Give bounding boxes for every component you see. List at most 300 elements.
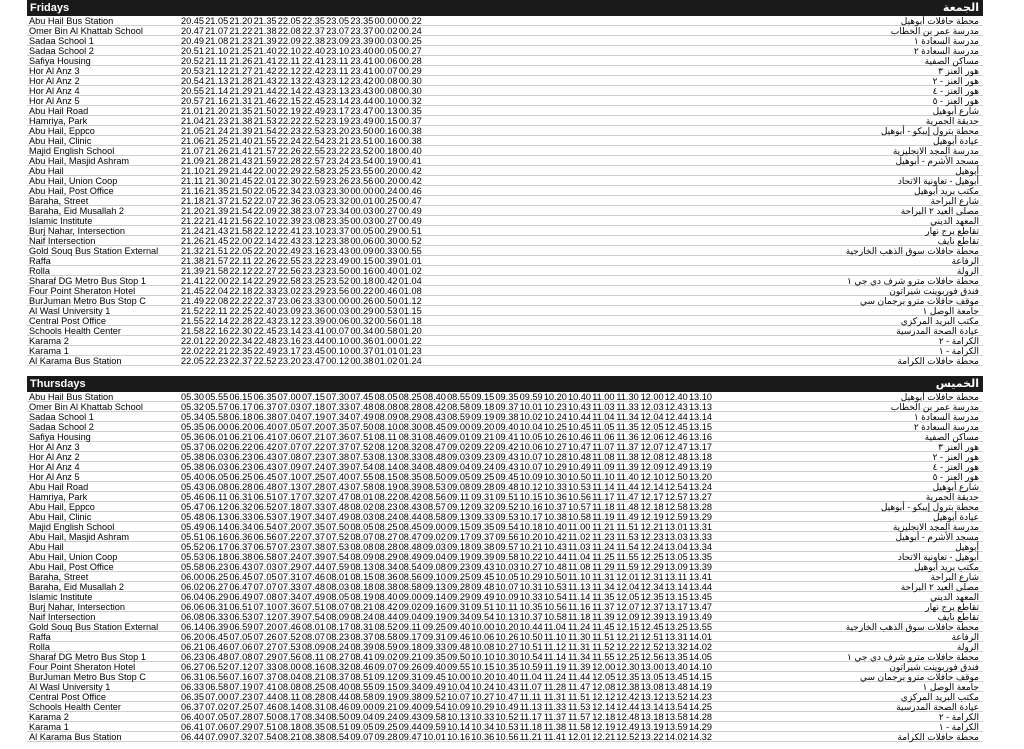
stop-name-arabic: جامعة الوصل ١ (922, 682, 979, 692)
departure-time: 11.51 (592, 632, 615, 642)
departure-times (181, 226, 423, 236)
departure-time: 09.04 (422, 552, 446, 562)
stop-name: Sadaa School 1 (29, 412, 94, 422)
departure-times (181, 276, 423, 286)
departure-time: 22.30 (277, 176, 301, 186)
departure-time: 07.16 (229, 672, 253, 682)
departure-time: 23.12 (301, 236, 325, 246)
departure-time: 22.00 (253, 166, 277, 176)
departure-time: 13.45 (688, 592, 712, 602)
departure-time: 22.43 (301, 86, 325, 96)
departure-time: 00.15 (350, 256, 374, 266)
departure-time: 12.21 (592, 732, 616, 742)
departure-time: 12.52 (616, 732, 640, 742)
departure-time: 06.27 (181, 662, 204, 672)
stop-name-arabic: هور العنز - ٢ (932, 76, 979, 86)
departure-time: 00.53 (374, 306, 398, 316)
departure-time: 09.49 (471, 592, 495, 602)
departure-time: 08.40 (374, 592, 398, 602)
departure-time: 22.22 (229, 296, 253, 306)
departure-time: 21.08 (205, 36, 229, 46)
departure-time: 13.33 (688, 532, 712, 542)
departure-time: 23.10 (301, 226, 325, 236)
departure-time: 11.24 (568, 622, 591, 632)
departure-time: 00.52 (398, 236, 422, 246)
departure-time: 00.01 (350, 196, 374, 206)
departure-time: 21.07 (205, 26, 229, 36)
departure-time: 09.03 (422, 542, 446, 552)
departure-time: 11.10 (568, 572, 591, 582)
departure-time: 01.04 (398, 276, 422, 286)
departure-time: 06.11 (205, 492, 228, 502)
departure-time: 22.22 (277, 116, 301, 126)
departure-time: 10.06 (519, 442, 543, 452)
departure-times (181, 316, 423, 326)
departure-time: 08.31 (398, 432, 422, 442)
departure-time: 08.29 (398, 412, 422, 422)
departure-time: 07.46 (253, 702, 277, 712)
departure-time: 22.27 (253, 266, 277, 276)
departure-time: 08.53 (422, 482, 446, 492)
stop-name: Abu Hail, Clinic (29, 136, 92, 146)
departure-time: 09.02 (398, 602, 422, 612)
stop-name-arabic: فندق فوربوينت شيراتون (889, 286, 979, 296)
departure-time: 23.26 (326, 176, 350, 186)
departure-time: 00.20 (374, 166, 398, 176)
departure-time: 23.22 (301, 256, 325, 266)
table-row (27, 582, 983, 592)
stop-name: Hamriya, Park (29, 492, 88, 502)
departure-time: 11.13 (568, 582, 591, 592)
departure-time: 11.52 (592, 642, 615, 652)
departure-time: 14.10 (688, 662, 712, 672)
table-row (27, 56, 983, 66)
departure-time: 11.14 (592, 482, 615, 492)
departure-time: 13.20 (688, 472, 712, 482)
departure-times (181, 562, 713, 572)
table-row (27, 662, 983, 672)
departure-time: 07.26 (253, 632, 277, 642)
departure-time: 07.07 (253, 582, 277, 592)
departure-time: 07.08 (229, 652, 253, 662)
departure-time: 09.05 (447, 472, 471, 482)
stop-name: Safiya Housing (29, 432, 91, 442)
departure-time: 06.42 (253, 442, 277, 452)
departure-time: 06.56 (205, 672, 229, 682)
departure-time: 08.32 (398, 442, 422, 452)
departure-time: 08.01 (301, 622, 325, 632)
stop-name-arabic: تقاطع برج نهار (925, 602, 979, 612)
departure-time: 11.21 (519, 732, 542, 742)
departure-time: 23.38 (326, 236, 350, 246)
departure-time: 21.10 (181, 166, 204, 176)
table-row (27, 116, 983, 126)
departure-time: 10.08 (471, 642, 495, 652)
departure-time: 09.05 (350, 722, 374, 732)
departure-time: 11.45 (592, 622, 615, 632)
departure-times (181, 306, 423, 316)
departure-time: 07.29 (277, 562, 301, 572)
departure-time: 07.54 (326, 552, 350, 562)
departure-time: 09.59 (422, 722, 446, 732)
departure-time: 10.22 (519, 552, 543, 562)
departure-time: 08.45 (422, 422, 446, 432)
departure-time: 11.00 (568, 522, 591, 532)
departure-time: 08.57 (422, 502, 446, 512)
departure-time: 21.59 (253, 156, 277, 166)
departure-time: 23.33 (301, 296, 325, 306)
departure-times (181, 326, 423, 336)
departure-times (181, 642, 713, 652)
departure-time: 21.18 (181, 196, 204, 206)
departure-time: 00.12 (326, 356, 350, 366)
departure-time: 06.00 (205, 422, 229, 432)
stop-name: Abu Hail, Masjid Ashram (29, 532, 130, 542)
departure-time: 10.26 (495, 632, 519, 642)
departure-time: 23.54 (350, 156, 374, 166)
departure-time: 13.19 (688, 462, 712, 472)
departure-time: 13.15 (688, 422, 712, 432)
departure-times (181, 256, 423, 266)
departure-time: 10.47 (495, 692, 519, 702)
departure-time: 11.04 (568, 552, 591, 562)
departure-times (181, 126, 423, 136)
departure-time: 06.27 (205, 582, 229, 592)
departure-time: 07.30 (326, 392, 350, 402)
departure-time: 21.20 (229, 16, 253, 26)
departure-time: 22.57 (301, 156, 325, 166)
departure-time: 06.33 (205, 612, 229, 622)
departure-time: 00.56 (374, 316, 398, 326)
table-row (27, 652, 983, 662)
departure-time: 21.38 (229, 116, 253, 126)
departure-time: 23.49 (350, 116, 374, 126)
departure-time: 13.19 (664, 612, 688, 622)
departure-time: 11.24 (543, 672, 567, 682)
departure-time: 08.04 (277, 672, 301, 682)
table-row (27, 622, 983, 632)
stop-name: Four Point Sheraton Hotel (29, 286, 136, 296)
departure-time: 08.41 (350, 652, 374, 662)
stop-name: Abu Hail Bus Station (29, 16, 114, 26)
departure-time: 07.48 (301, 582, 325, 592)
departure-time: 23.47 (301, 356, 325, 366)
departure-time: 11.57 (568, 712, 591, 722)
stop-name-arabic: مكتب بريد أبوهيل (914, 562, 979, 572)
departure-time: 06.49 (229, 592, 253, 602)
stop-name: Gold Souq Bus Station External (29, 622, 159, 632)
stop-name-arabic: مدرسة السعادة ١ (913, 36, 979, 46)
stop-name: Al Karama Bus Station (29, 356, 122, 366)
departure-time: 22.08 (205, 296, 229, 306)
table-row (27, 462, 983, 472)
departure-time: 00.25 (374, 196, 398, 206)
departure-time: 23.32 (326, 196, 350, 206)
departure-time: 12.24 (640, 542, 664, 552)
departure-time: 07.08 (277, 452, 301, 462)
departure-time: 09.02 (422, 532, 446, 542)
departure-time: 21.54 (253, 126, 277, 136)
departure-time: 21.39 (229, 126, 253, 136)
departure-times (181, 582, 713, 592)
departure-time: 10.36 (543, 492, 567, 502)
departure-time: 10.26 (543, 432, 567, 442)
departure-time: 13.27 (688, 492, 712, 502)
departure-time: 11.34 (592, 582, 615, 592)
departure-time: 20.55 (181, 86, 204, 96)
departure-time: 13.31 (664, 632, 688, 642)
departure-time: 12.10 (640, 472, 664, 482)
departure-time: 00.29 (350, 306, 374, 316)
departure-time: 09.07 (350, 732, 374, 742)
departure-time: 08.07 (301, 632, 325, 642)
departure-time: 06.41 (253, 432, 277, 442)
stop-name-arabic: مصلى العيد ٢ البراحة (900, 206, 979, 216)
departure-time: 13.25 (664, 622, 688, 632)
departure-time: 23.11 (326, 56, 349, 66)
stop-name: Hor Al Anz 3 (29, 66, 80, 76)
departure-times (181, 692, 713, 702)
departure-time: 21.50 (253, 106, 277, 116)
departure-time: 07.06 (229, 642, 253, 652)
departure-time: 09.35 (422, 652, 446, 662)
departure-time: 08.51 (350, 672, 374, 682)
departure-time: 11.11 (519, 692, 542, 702)
departure-time: 10.21 (519, 542, 543, 552)
departure-time: 07.38 (326, 452, 350, 462)
departure-time: 05.34 (181, 412, 204, 422)
departure-time: 09.25 (471, 472, 495, 482)
departure-time: 00.40 (374, 266, 398, 276)
stop-name-arabic: مسجد الأشرم - أبوهيل (895, 156, 979, 166)
departure-time: 08.17 (277, 712, 301, 722)
departure-time: 11.07 (519, 682, 542, 692)
departure-times (181, 432, 713, 442)
departure-time: 10.49 (495, 702, 519, 712)
departure-time: 12.30 (616, 662, 640, 672)
departure-time: 09.41 (495, 432, 519, 442)
departure-time: 06.31 (205, 602, 229, 612)
departure-time: 08.10 (374, 422, 398, 432)
departure-time: 12.57 (664, 492, 688, 502)
departure-time: 11.14 (568, 592, 591, 602)
departure-time: 22.10 (253, 216, 277, 226)
departure-times (181, 106, 423, 116)
departure-time: 23.07 (326, 26, 350, 36)
departure-time: 21.55 (253, 136, 277, 146)
departure-time: 09.35 (495, 392, 519, 402)
departure-time: 12.37 (640, 602, 664, 612)
departure-time: 09.18 (447, 542, 471, 552)
departure-time: 06.20 (181, 632, 204, 642)
departure-time: 23.51 (350, 136, 374, 146)
table-row (27, 136, 983, 146)
departure-time: 00.05 (374, 46, 398, 56)
table-row (27, 26, 983, 36)
departure-time: 06.02 (181, 582, 204, 592)
departure-time: 07.19 (277, 512, 301, 522)
departure-time: 12.21 (616, 632, 640, 642)
departure-time: 22.54 (301, 136, 325, 146)
departure-time: 00.27 (398, 46, 422, 56)
departure-time: 23.39 (350, 36, 374, 46)
departure-time: 07.51 (253, 722, 277, 732)
departure-time: 00.32 (398, 96, 422, 106)
departure-time: 08.44 (398, 512, 422, 522)
departure-time: 08.03 (350, 512, 374, 522)
departure-time: 08.55 (447, 392, 471, 402)
departure-time: 09.32 (471, 502, 495, 512)
departure-time: 08.14 (277, 702, 301, 712)
stop-name: Baraha, Eid Musallah 2 (29, 582, 124, 592)
departure-time: 13.18 (640, 712, 664, 722)
departure-time: 07.13 (277, 482, 301, 492)
departure-time: 13.10 (688, 392, 712, 402)
table-row (27, 732, 983, 742)
stop-name: Baraha, Street (29, 572, 89, 582)
departure-time: 10.04 (447, 682, 471, 692)
departure-time: 11.58 (568, 722, 591, 732)
departure-time: 10.18 (519, 522, 543, 532)
departure-time: 09.39 (471, 552, 495, 562)
departure-time: 00.37 (350, 346, 374, 356)
departure-time: 21.30 (205, 176, 229, 186)
departure-time: 10.53 (568, 482, 591, 492)
departure-time: 22.15 (277, 96, 301, 106)
departure-time: 06.13 (205, 512, 229, 522)
stop-name-arabic: شارع أبوهيل (932, 106, 979, 116)
departure-times (181, 662, 713, 672)
departure-time: 07.38 (301, 542, 325, 552)
departure-time: 00.55 (398, 246, 422, 256)
departure-time: 06.48 (253, 482, 277, 492)
departure-time: 22.41 (301, 56, 325, 66)
departure-time: 12.12 (592, 692, 616, 702)
departure-time: 00.03 (374, 36, 398, 46)
departure-time: 11.17 (519, 712, 542, 722)
departure-time: 21.52 (229, 196, 253, 206)
departure-time: 09.12 (374, 672, 398, 682)
stop-name-arabic: مصلى العيد ٢ البراحة (900, 582, 979, 592)
departure-time: 22.23 (205, 356, 229, 366)
departure-time: 01.15 (398, 306, 422, 316)
departure-time: 10.00 (447, 672, 471, 682)
departure-time: 07.06 (205, 722, 229, 732)
departure-time: 09.45 (422, 672, 446, 682)
departure-time: 07.24 (277, 552, 301, 562)
departure-time: 23.37 (350, 26, 374, 36)
departure-time: 12.00 (640, 392, 664, 402)
stop-name-arabic: مدرسة عمر بن الخطاب (890, 26, 979, 36)
departure-time: 06.28 (229, 482, 253, 492)
departure-time: 06.33 (229, 512, 253, 522)
table-row (27, 196, 983, 206)
departure-time: 07.39 (277, 612, 301, 622)
departure-time: 22.45 (301, 96, 325, 106)
departure-time: 06.31 (229, 492, 253, 502)
departure-time: 07.35 (326, 422, 350, 432)
departure-time: 06.48 (205, 652, 229, 662)
departure-time: 08.58 (447, 402, 471, 412)
stop-name: Hor Al Anz 2 (29, 76, 80, 86)
departure-time: 05.38 (181, 462, 204, 472)
departure-time: 10.37 (543, 502, 567, 512)
departure-time: 22.58 (277, 276, 301, 286)
departure-time: 09.26 (398, 662, 422, 672)
departure-time: 22.07 (253, 196, 277, 206)
departure-time: 21.05 (181, 126, 204, 136)
departure-time: 07.19 (229, 682, 253, 692)
departure-times (181, 722, 713, 732)
departure-time: 10.43 (495, 682, 519, 692)
departure-time: 10.50 (568, 472, 591, 482)
departure-time: 22.37 (253, 296, 277, 306)
departure-time: 01.24 (398, 356, 422, 366)
departure-time: 21.20 (205, 106, 229, 116)
departure-time: 00.40 (398, 146, 422, 156)
departure-time: 21.39 (253, 36, 277, 46)
departure-time: 10.13 (495, 612, 519, 622)
section-title-arabic: الخميس (935, 378, 979, 390)
departure-time: 08.19 (350, 592, 374, 602)
stop-name: Safiya Housing (29, 56, 91, 66)
departure-time: 10.28 (543, 452, 567, 462)
departure-time: 09.52 (422, 692, 446, 702)
departure-time: 21.44 (229, 166, 253, 176)
departure-times (181, 76, 423, 86)
departure-time: 09.08 (422, 562, 446, 572)
departure-time: 00.47 (398, 196, 422, 206)
departure-time: 10.27 (543, 442, 567, 452)
departure-time: 00.58 (374, 326, 398, 336)
table-row (27, 512, 983, 522)
departure-time: 00.32 (350, 316, 374, 326)
departure-time: 06.53 (253, 512, 277, 522)
departure-times (181, 602, 713, 612)
departure-time: 23.41 (301, 326, 325, 336)
departure-time: 22.39 (277, 216, 301, 226)
departure-time: 08.46 (326, 702, 350, 712)
departure-time: 07.05 (205, 712, 229, 722)
stop-name-arabic: محطة حافلات الكرامة (897, 732, 979, 742)
departure-time: 22.12 (229, 266, 253, 276)
departure-time: 08.15 (374, 472, 398, 482)
departure-time: 12.35 (616, 672, 640, 682)
departure-time: 21.07 (181, 146, 204, 156)
departure-time: 08.08 (374, 402, 398, 412)
departure-time: 10.03 (495, 562, 519, 572)
departure-time: 07.44 (301, 562, 325, 572)
stop-name-arabic: عيادة الصحة المدرسية (896, 326, 979, 336)
departure-time: 13.58 (664, 712, 688, 722)
stop-name: Abu Hail, Union Coop (29, 176, 118, 186)
departure-time: 12.54 (664, 482, 688, 492)
departure-time: 06.52 (205, 662, 229, 672)
departure-time: 09.45 (471, 572, 495, 582)
stop-name-arabic: عيادة أبوهيل (933, 512, 979, 522)
departure-time: 22.11 (229, 256, 252, 266)
departure-time: 09.13 (422, 582, 446, 592)
table-row (27, 16, 983, 26)
departure-time: 13.09 (664, 562, 688, 572)
departure-time: 06.20 (229, 422, 253, 432)
departure-time: 21.38 (181, 256, 204, 266)
departure-time: 09.31 (398, 672, 422, 682)
departure-time: 07.34 (326, 412, 350, 422)
departure-time: 07.50 (253, 712, 277, 722)
departure-time: 21.35 (253, 16, 277, 26)
departure-time: 09.58 (422, 712, 446, 722)
